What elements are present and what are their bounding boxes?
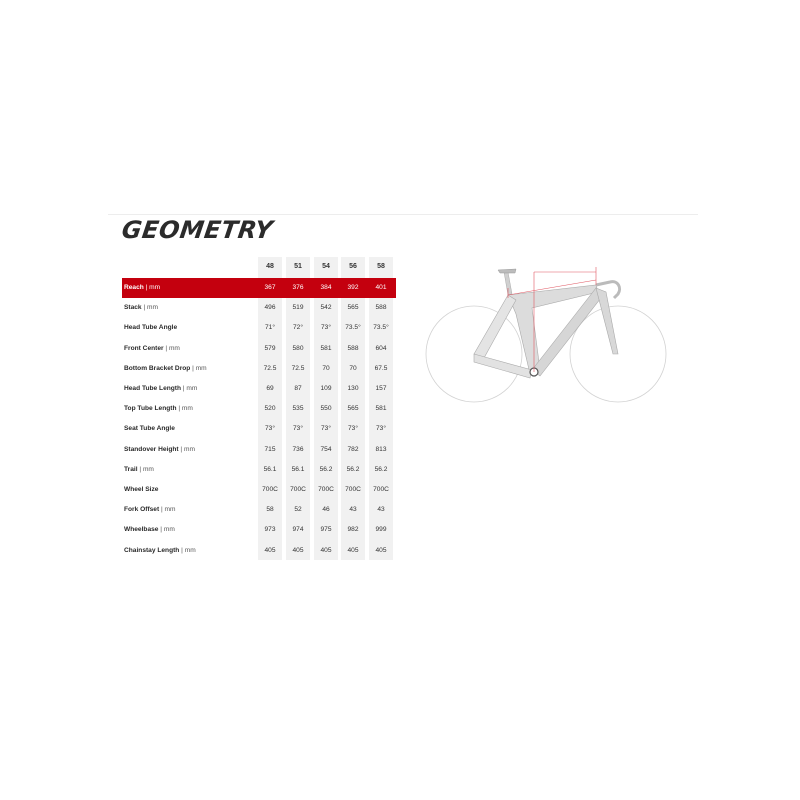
- value-cell: 973: [264, 526, 276, 534]
- value-cell: 580: [292, 344, 304, 352]
- value-cell: 73°: [293, 425, 303, 433]
- value-cell: 73°: [376, 425, 386, 433]
- value-cell: 813: [375, 445, 387, 453]
- value-cell: 405: [264, 546, 276, 554]
- value-cell: 700C: [262, 486, 278, 493]
- value-cell: 982: [347, 526, 359, 534]
- value-cell: 43: [349, 506, 357, 514]
- value-cell: 604: [375, 344, 387, 352]
- value-cell: 384: [320, 284, 332, 291]
- value-cell: 87: [294, 385, 302, 392]
- value-cell: 56.1: [291, 465, 305, 473]
- value-cell: 73.5°: [345, 324, 361, 332]
- value-cell: 550: [320, 405, 332, 413]
- table-row: [122, 359, 396, 379]
- size-header: 51: [294, 263, 302, 270]
- value-cell: 58: [266, 506, 274, 514]
- value-cell: 46: [322, 506, 330, 514]
- value-cell: 581: [320, 344, 332, 352]
- value-cell: 519: [292, 304, 304, 312]
- value-cell: 401: [375, 284, 387, 291]
- value-cell: 73°: [321, 425, 331, 433]
- value-cell: 56.2: [346, 465, 360, 473]
- value-cell: 71°: [265, 324, 275, 332]
- row-label: Fork Offset | mm: [124, 506, 176, 514]
- value-cell: 67.5: [374, 364, 388, 372]
- size-header: 58: [377, 263, 385, 270]
- size-header: 48: [266, 263, 274, 270]
- row-label: Chainstay Length | mm: [124, 546, 196, 554]
- value-cell: 70: [322, 364, 330, 372]
- table-row: [122, 419, 396, 439]
- table-row: [122, 379, 396, 399]
- row-label: Top Tube Length | mm: [124, 405, 193, 413]
- row-label: Seat Tube Angle: [124, 425, 175, 433]
- table-row: [122, 339, 396, 359]
- value-cell: 376: [292, 284, 304, 291]
- value-cell: 405: [292, 546, 304, 554]
- table-row: [122, 480, 396, 500]
- value-cell: 73.5°: [373, 324, 389, 332]
- row-label: Wheel Size: [124, 486, 159, 493]
- value-cell: 367: [264, 284, 276, 291]
- value-cell: 700C: [318, 486, 334, 493]
- table-row: [122, 318, 396, 338]
- value-cell: 109: [320, 385, 332, 392]
- value-cell: 56.2: [319, 465, 333, 473]
- value-cell: 542: [320, 304, 332, 312]
- row-label: Wheelbase | mm: [124, 526, 175, 534]
- value-cell: 999: [375, 526, 387, 534]
- value-cell: 588: [375, 304, 387, 312]
- value-cell: 405: [320, 546, 332, 554]
- value-cell: 72.5: [291, 364, 305, 372]
- value-cell: 70: [349, 364, 357, 372]
- row-label: Stack | mm: [124, 304, 158, 312]
- table-row: [122, 278, 396, 298]
- value-cell: 405: [347, 546, 359, 554]
- value-cell: 392: [347, 284, 359, 291]
- value-cell: 405: [375, 546, 387, 554]
- table-row: [122, 500, 396, 520]
- value-cell: 73°: [348, 425, 358, 433]
- value-cell: 73°: [321, 324, 331, 332]
- value-cell: 754: [320, 445, 332, 453]
- bike-frame-diagram: [420, 262, 700, 422]
- table-row: [122, 520, 396, 540]
- value-cell: 157: [375, 385, 387, 392]
- row-label: Standover Height | mm: [124, 445, 195, 453]
- value-cell: 700C: [345, 486, 361, 493]
- value-cell: 73°: [265, 425, 275, 433]
- table-row: [122, 298, 396, 318]
- value-cell: 579: [264, 344, 276, 352]
- table-row: [122, 541, 396, 561]
- table-row: [122, 399, 396, 419]
- saddle: [498, 269, 516, 273]
- value-cell: 700C: [373, 486, 389, 493]
- value-cell: 782: [347, 445, 359, 453]
- value-cell: 496: [264, 304, 276, 312]
- value-cell: 581: [375, 405, 387, 413]
- value-cell: 565: [347, 304, 359, 312]
- value-cell: 56.2: [374, 465, 388, 473]
- top-divider: [108, 214, 698, 215]
- value-cell: 72°: [293, 324, 303, 332]
- row-label: Front Center | mm: [124, 344, 180, 352]
- value-cell: 736: [292, 445, 304, 453]
- value-cell: 565: [347, 405, 359, 413]
- value-cell: 69: [266, 385, 274, 392]
- value-cell: 535: [292, 405, 304, 413]
- row-label: Bottom Bracket Drop | mm: [124, 364, 207, 372]
- row-label: Trail | mm: [124, 465, 154, 473]
- value-cell: 520: [264, 405, 276, 413]
- page-title: GEOMETRY: [120, 216, 275, 244]
- value-cell: 130: [347, 385, 359, 392]
- size-header: 56: [349, 263, 357, 270]
- value-cell: 43: [377, 506, 385, 514]
- row-label: Reach | mm: [124, 284, 161, 291]
- value-cell: 700C: [290, 486, 306, 493]
- value-cell: 974: [292, 526, 304, 534]
- value-cell: 56.1: [263, 465, 277, 473]
- row-label: Head Tube Angle: [124, 324, 178, 332]
- table-row: [122, 460, 396, 480]
- value-cell: 715: [264, 445, 276, 453]
- value-cell: 588: [347, 344, 359, 352]
- value-cell: 52: [294, 506, 302, 514]
- value-cell: 72.5: [263, 364, 277, 372]
- table-row: [122, 440, 396, 460]
- value-cell: 975: [320, 526, 332, 534]
- frame: [474, 285, 618, 378]
- row-label: Head Tube Length | mm: [124, 385, 198, 392]
- size-header: 54: [322, 263, 330, 270]
